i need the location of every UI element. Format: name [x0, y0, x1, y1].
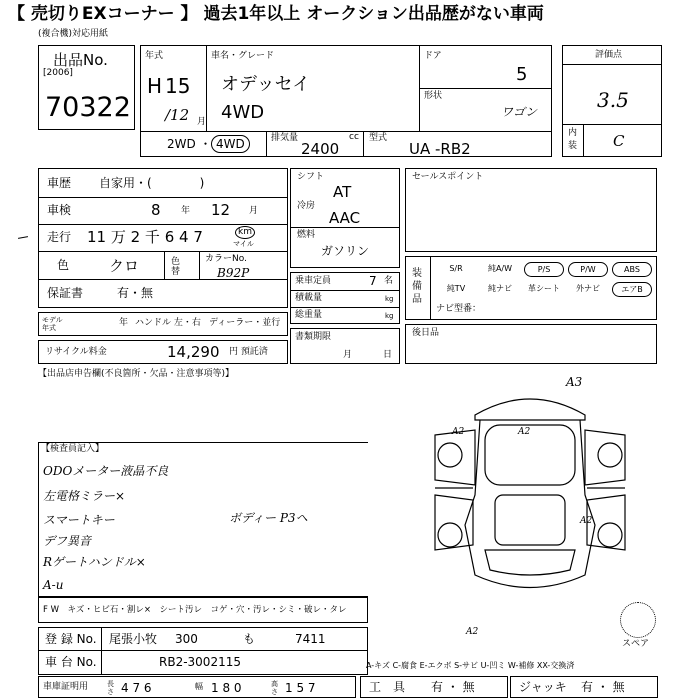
interior-label-2: 装: [568, 141, 578, 151]
displacement-value: 2400: [301, 140, 340, 158]
equip-item-1-0: S/R: [449, 264, 463, 273]
vehicle-info-box: [140, 45, 552, 157]
spare-tire-icon: [620, 602, 656, 638]
shift-value: AT: [333, 183, 352, 201]
load-label: 積載量: [295, 293, 323, 303]
height-label: 高さ: [271, 680, 278, 696]
color-change-label: 色替: [171, 257, 181, 277]
equip-item-2-4: エアB: [612, 282, 652, 297]
equip-row-2: [436, 281, 656, 297]
score-box: [562, 45, 662, 157]
damage-legend: A-キズ C-腐食 E-エクボ S-サビ U-凹ミ W-補修 XX-交換済: [366, 661, 575, 670]
handle-label: ハンドル 左・右: [135, 318, 201, 328]
car-damage-diagram: [405, 375, 655, 605]
car-grade: 4WD: [221, 102, 265, 123]
damage-mark-1: A3: [566, 375, 583, 389]
lot-number: 70322: [45, 92, 131, 123]
km-label: km: [235, 226, 255, 239]
spec-box: [290, 168, 400, 268]
chassis-value: RB2-3002115: [159, 655, 241, 669]
color-no-label: カラーNo.: [205, 254, 247, 264]
car-name-label: 車名・グレード: [211, 51, 275, 61]
note-line-3: スマートキー: [43, 513, 115, 527]
dims-label: 車庫証明用: [43, 682, 89, 692]
equip-item-1-4: ABS: [612, 262, 652, 277]
recycle-value: 14,290: [167, 343, 220, 361]
height-value: 1 5 7: [285, 681, 316, 695]
capacity-value: 7: [369, 274, 377, 288]
damage-mark-3: A2: [518, 427, 531, 437]
shift-label: シフト: [297, 172, 325, 182]
drive-options: 2WD ・: [167, 137, 212, 151]
shape-label: 形状: [424, 91, 443, 101]
equip-item-1-2: P/S: [524, 262, 564, 277]
dup-label: (複合機)対応用紙: [38, 29, 109, 39]
shaken-month-char: 月: [249, 206, 259, 216]
mileage-label: 走行: [47, 230, 72, 244]
ac-value: AAC: [329, 209, 361, 227]
inspector-notes-area: [38, 442, 368, 597]
width-value: 1 8 0: [211, 681, 242, 695]
equip-item-2-1: 純ナビ: [488, 284, 512, 293]
color-label: 色: [57, 258, 70, 272]
model-year-box: [38, 312, 288, 336]
docs-label: 書類期限: [295, 332, 332, 342]
fw-row: [38, 597, 368, 623]
equip-item-1-3: P/W: [568, 262, 608, 277]
year-tag: [2006]: [43, 68, 73, 78]
equip-item-2-0: 純TV: [446, 284, 466, 293]
recycle-box: [38, 340, 288, 364]
note-line-6: A-u: [43, 578, 64, 592]
tools-label: 工 具: [369, 680, 406, 694]
model-label: 型式: [369, 133, 388, 143]
body-note: ボディー P3ヘ: [229, 511, 308, 525]
nenshiki-month: /12: [165, 106, 190, 124]
door-value: 5: [516, 64, 528, 85]
sales-label: セールスポイント: [412, 172, 484, 182]
equip-row-1: [436, 261, 656, 277]
interior-label-1: 内: [568, 128, 578, 138]
equipment-box: [405, 256, 657, 320]
shaken-month: 12: [211, 201, 231, 219]
mileage-value: 11 万 2 千 6 4 7: [87, 228, 203, 246]
lot-box: [38, 45, 135, 130]
docs-box: [290, 328, 400, 364]
fuel-value: ガソリン: [321, 244, 370, 258]
recycle-label: リサイクル料金: [45, 347, 107, 357]
note-line-2: 左電格ミラー×: [43, 489, 126, 503]
note-line-5: Rゲートハンドル×: [43, 555, 146, 569]
reg-kana: も: [243, 632, 256, 646]
lot-label: 出品No.: [53, 51, 108, 69]
fuel-label: 燃料: [297, 230, 316, 240]
displacement-unit: cc: [349, 132, 359, 142]
displacement-label: 排気量: [271, 133, 299, 143]
warranty-label: 保証書: [47, 286, 84, 300]
drive-selected: 4WD: [211, 135, 250, 153]
shaken-label: 車検: [47, 203, 72, 217]
tools-box: [360, 676, 508, 698]
interior-value: C: [613, 132, 625, 150]
color-no-value: B92P: [217, 266, 250, 280]
damage-mark-2: A2: [452, 427, 465, 437]
spare-label: スペア: [622, 639, 650, 649]
reg-area: 尾張小牧: [109, 632, 158, 646]
length-value: 4 7 6: [121, 681, 152, 695]
fw-text: F W キズ・ヒビ石・割レ× シート汚レ コゲ・穴・汚レ・シミ・破レ・タレ: [43, 605, 347, 615]
page-header-title: 【 売切りEXコーナー 】 過去1年以上 オークション出品歴がない車両: [8, 4, 544, 24]
damage-mark-5: A2: [466, 627, 479, 637]
reg-number: 7411: [295, 632, 326, 646]
reg-box: [38, 627, 368, 675]
damage-mark-4: A2: [580, 516, 593, 526]
reg-label: 登 録 No.: [45, 632, 97, 646]
model-value: UA -RB2: [409, 140, 471, 158]
score-value: 3.5: [597, 88, 629, 112]
history-box: [38, 168, 288, 308]
shaken-year-char: 年: [181, 206, 191, 216]
weight-label: 総重量: [295, 310, 323, 320]
docs-month: 月: [343, 350, 353, 360]
capacity-label: 乗車定員: [295, 276, 332, 286]
capacity-unit: 名: [384, 276, 394, 286]
model-year-unit: 年: [119, 318, 129, 328]
retrofit-box: [405, 324, 657, 364]
month-unit: 月: [197, 117, 207, 127]
equip-label: 装備品: [412, 268, 422, 305]
recycle-unit: 円 預託済: [229, 347, 268, 357]
jack-value: 有 ・ 無: [581, 680, 625, 694]
dims-box: [38, 676, 356, 698]
width-label: 幅: [195, 682, 203, 691]
equip-item-1-1: 純A/W: [487, 264, 513, 273]
nenshiki-era: H: [147, 74, 163, 98]
shape-value: ワゴン: [501, 105, 538, 119]
history-value: 自家用・( ): [99, 176, 205, 190]
seller-notes-label: 【出品店申告欄(不良箇所・欠品・注意事項等)】: [38, 369, 235, 379]
note-line-1: ODOメーター液晶不良: [43, 464, 169, 478]
tools-value: 有 ・ 無: [431, 680, 475, 694]
weight-kg: kg: [385, 312, 394, 320]
inspector-label: 【検査員記入】: [41, 444, 105, 454]
note-line-4: デフ異音: [43, 534, 92, 548]
chassis-label: 車 台 No.: [45, 655, 97, 669]
capacity-box: [290, 272, 400, 324]
jack-label: ジャッキ: [519, 680, 567, 694]
reg-class: 300: [175, 632, 198, 646]
retrofit-label: 後日品: [412, 328, 440, 338]
jack-box: [510, 676, 658, 698]
equip-item-2-2: 革シート: [528, 284, 560, 293]
length-label: 長さ: [107, 680, 114, 696]
score-label: 評価点: [595, 50, 623, 60]
nenshiki-label: 年式: [145, 51, 164, 61]
margin-tick: [18, 236, 28, 239]
nenshiki-year: 15: [165, 74, 191, 98]
warranty-value: 有・無: [117, 286, 154, 300]
docs-day: 日: [383, 350, 393, 360]
equip-item-2-3: 外ナビ: [576, 284, 600, 293]
sales-box: [405, 168, 657, 252]
history-label: 車歴: [47, 176, 72, 190]
car-name: オデッセイ: [221, 74, 311, 95]
color-value: クロ: [109, 257, 140, 275]
ac-label: 冷房: [297, 201, 316, 211]
mile-label: マイル: [233, 240, 254, 248]
load-kg: kg: [385, 295, 394, 303]
door-label: ドア: [424, 51, 442, 61]
navi-label: ナビ型番：: [436, 304, 482, 314]
model-year-label: モデル年式: [42, 316, 63, 332]
dealer-label: ディーラー・並行: [209, 318, 281, 328]
shaken-year: 8: [151, 201, 161, 219]
